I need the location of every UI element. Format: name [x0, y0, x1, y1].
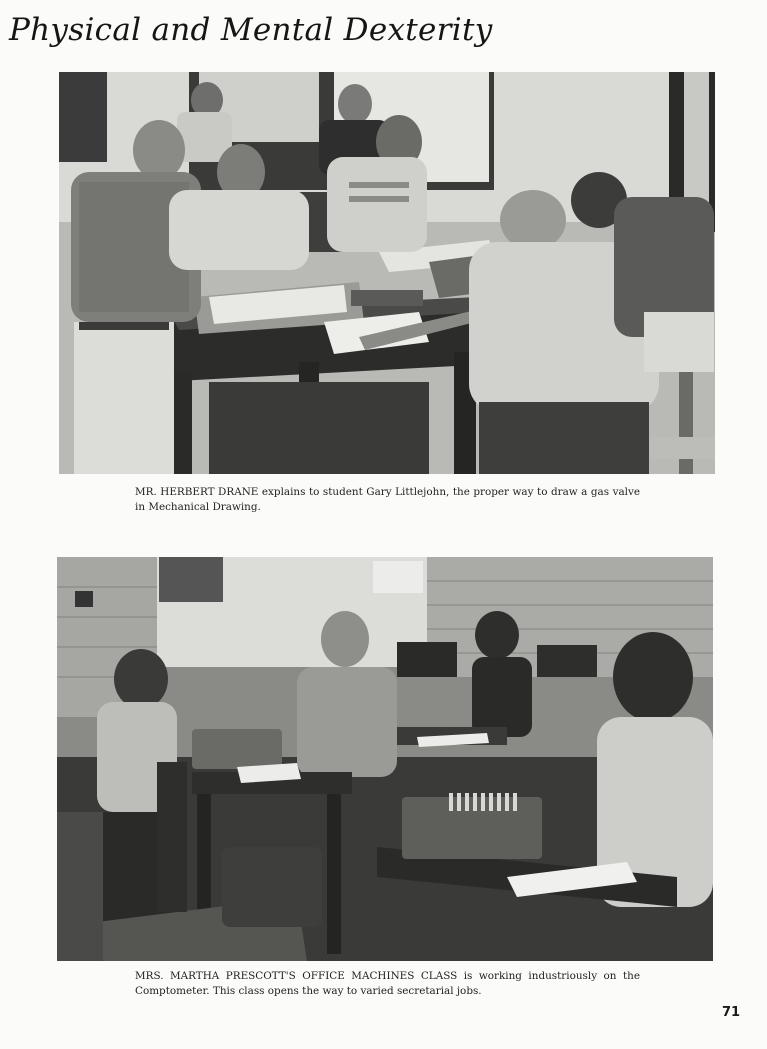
office-machines-photo: [57, 557, 713, 961]
page-number: 71: [722, 1005, 741, 1020]
page-title: Physical and Mental Dexterity: [9, 12, 493, 48]
photo-caption: MR. HERBERT DRANE explains to student Gary Littlejohn, the proper way to draw a gas valve in Mechanical Drawing.: [135, 486, 640, 513]
photo-caption: MRS. MARTHA PRESCOTT'S OFFICE MACHINES CLASS is working industriously on the Comptometer. This class opens the way to varied secretarial jobs.: [135, 970, 640, 997]
mechanical-drawing-photo: [59, 72, 715, 474]
